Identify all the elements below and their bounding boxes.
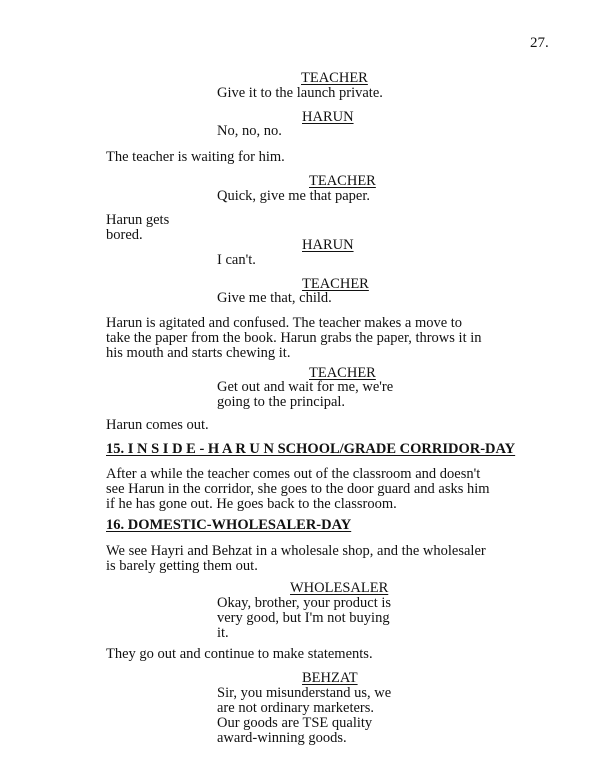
dialogue: Give it to the launch private.: [217, 85, 383, 101]
action-text: After a while the teacher comes out of the classroom and doesn't see Harun in the corridor, she goes to the door guard and asks him if he has gone out. He goes back to the classroom.: [106, 466, 490, 512]
scene-heading: 15. I N S I D E - H A R U N SCHOOL/GRADE CORRIDOR-DAY: [106, 441, 516, 457]
character-name: BEHZAT: [302, 670, 358, 686]
dialogue: Sir, you misunderstand us, we are not ordinary marketers. Our goods are TSE quality award-winning goods.: [217, 685, 392, 746]
character-name: TEACHER: [302, 276, 369, 292]
dialogue: No, no, no.: [217, 123, 282, 139]
character-name: TEACHER: [309, 173, 376, 189]
character-name: TEACHER: [301, 70, 368, 86]
character-name: WHOLESALER: [290, 580, 389, 596]
action-text: Harun is agitated and confused. The teacher makes a move to take the paper from the book. Harun grabs the paper, throws it in his mouth and starts chewing it.: [106, 315, 482, 361]
action-text: They go out and continue to make statements.: [106, 646, 373, 662]
action-text: Harun comes out.: [106, 417, 209, 433]
dialogue: Give me that, child.: [217, 290, 332, 306]
dialogue: I can't.: [217, 252, 256, 268]
dialogue: Okay, brother, your product is very good, but I'm not buying it.: [217, 595, 392, 641]
scene-heading: 16. DOMESTIC-WHOLESALER-DAY: [106, 517, 352, 533]
action-text: We see Hayri and Behzat in a wholesale shop, and the wholesaler is barely getting them out.: [106, 543, 486, 574]
dialogue: Get out and wait for me, we're going to the principal.: [217, 379, 394, 410]
character-name: TEACHER: [309, 365, 376, 381]
page-number: 27.: [530, 35, 549, 51]
dialogue: Quick, give me that paper.: [217, 188, 371, 204]
action-text: Harun gets bored.: [106, 212, 170, 243]
character-name: HARUN: [302, 237, 354, 253]
action-text: The teacher is waiting for him.: [106, 149, 285, 165]
character-name: HARUN: [302, 109, 354, 125]
